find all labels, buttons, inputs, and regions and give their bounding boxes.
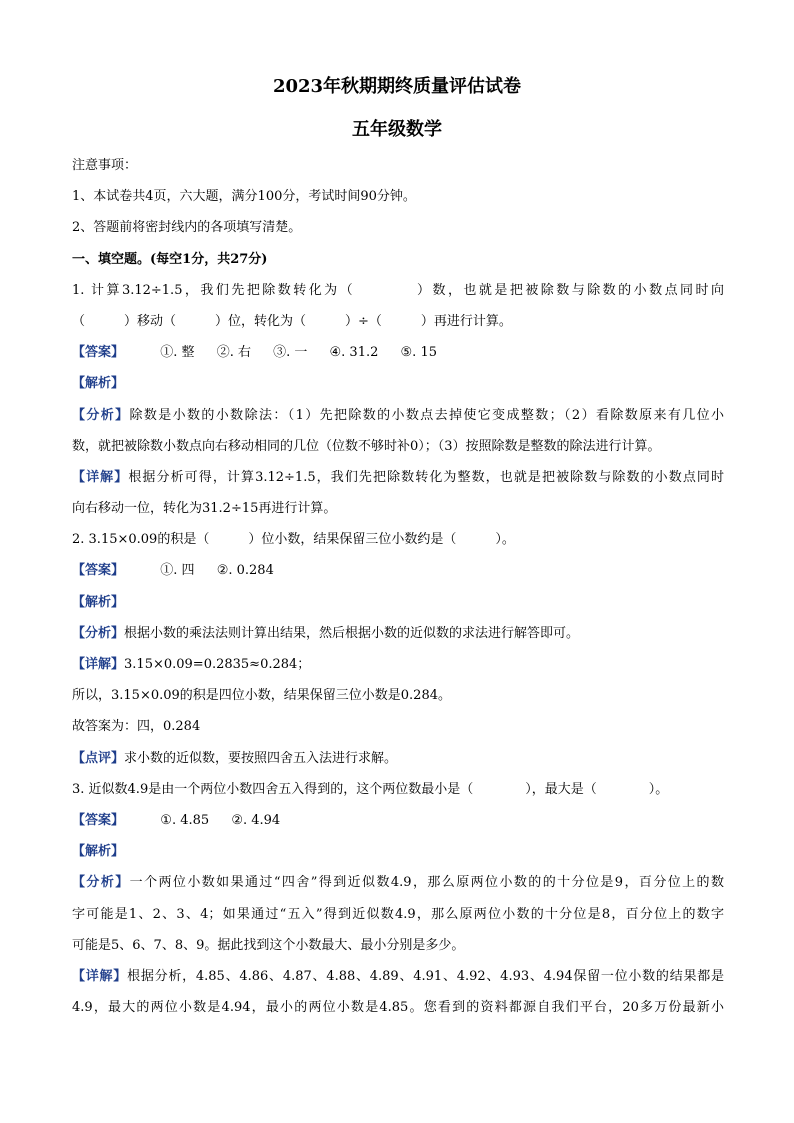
question-2-comment-line: [72, 743, 724, 774]
answer-item: ②. 0.284: [216, 563, 274, 579]
question-3-analysis-tag: [72, 836, 724, 867]
question-1-analysis-tag: [72, 368, 724, 399]
fenxi-text: 根据小数的乘法法则计算出结果，然后根据小数的近似数的求法进行解答即可。: [124, 625, 580, 641]
document-body: [72, 150, 724, 1023]
question-1-line-2: （ ）移动（ ）位，转化为（ ）÷（ ）再进行计算。: [72, 313, 512, 329]
fenxi-tag: 【分析】: [72, 625, 125, 641]
answer-item: ②. 右: [216, 345, 251, 361]
detail-tag: 【详解】: [72, 469, 129, 485]
fenxi-text: 除数是小数的小数除法：（1）先把除数的小数点去掉使它变成整数；（2）看除数原来有几位小: [129, 407, 724, 423]
answer-item: ⑤. 15: [400, 345, 437, 361]
answer-item: ④. 31.2: [329, 345, 379, 361]
analysis-tag: 【解析】: [72, 594, 125, 610]
fenxi-tag: 【分析】: [72, 875, 130, 891]
section-1-heading: 一、填空题。(每空1分，共27分): [72, 251, 268, 267]
question-1-fenxi-line-2: 数，就把被除数小数点向右移动相同的几位（位数不够时补0）；（3）按照除数是整数的除法进行计算。: [72, 438, 661, 454]
comment-tag: 【点评】: [72, 750, 125, 766]
fenxi-text: 一个两位小数如果通过“四舍”得到近似数4.9，那么原两位小数的的十分位是9，百分位上的数: [129, 875, 724, 891]
question-3-line-1: 3. 近似数4.9是由一个两位小数四舍五入得到的，这个两位数最小是（ ），最大是（ ）。: [72, 781, 669, 797]
question-2-answer-row: [72, 555, 724, 586]
notes-item-2: 2、答题前将密封线内的各项填写清楚。: [72, 220, 302, 236]
question-2-detail-line-1: [72, 649, 724, 680]
fenxi-tag: 【分析】: [72, 407, 130, 423]
detail-text: 根据分析，4.85、4.86、4.87、4.88、4.89、4.91、4.92、4.93、4.94保留一位小数的结果都是: [127, 968, 724, 984]
answer-item: ①. 4.85: [160, 812, 210, 828]
answer-item: ②. 4.94: [231, 812, 281, 828]
comment-text: 求小数的近似数，要按照四舍五入法进行求解。: [124, 750, 398, 766]
analysis-tag: 【解析】: [72, 844, 125, 860]
answer-item: ①. 四: [160, 563, 195, 579]
detail-text: 3.15×0.09=0.2835≈0.284；: [124, 657, 311, 672]
exam-title: 2023年秋期期终质量评估试卷: [272, 76, 522, 97]
answer-item: ③. 一: [273, 345, 308, 361]
analysis-tag: 【解析】: [72, 376, 125, 392]
answer-tag: 【答案】: [72, 563, 125, 579]
answer-tag: 【答案】: [72, 812, 125, 828]
question-3-fenxi-line-2: 字可能是1、2、3、4；如果通过“五入”得到近似数4.9，那么原两位小数的十分位是8，百分位上的数字: [72, 906, 724, 922]
detail-text: 根据分析可得，计算3.12÷1.5，我们先把除数转化为整数，也就是把被除数与除数的小数点同时: [128, 469, 724, 485]
question-3-detail-line-2: 4.9，最大的两位小数是4.94，最小的两位小数是4.85。您看到的资料都源自我们平台，20多万份最新小: [72, 1000, 724, 1016]
question-1-answer-row: [72, 337, 724, 368]
question-2-answer-line: 故答案为：四，0.284: [72, 719, 201, 735]
question-2-fenxi-line-1: [72, 618, 724, 649]
question-1-detail-line-1: [72, 462, 724, 493]
question-2-analysis-tag: [72, 587, 724, 618]
answer-tag: 【答案】: [72, 345, 125, 361]
detail-tag: 【详解】: [72, 657, 125, 672]
question-3-fenxi-line-3: 可能是5、6、7、8、9。据此找到这个小数最大、最小分别是多少。: [72, 937, 465, 953]
question-1-fenxi-line-1: [72, 400, 724, 431]
question-3-detail-line-1: [72, 961, 724, 992]
question-3-answer-row: [72, 805, 724, 836]
notes-item-1: 1、本试卷共4页，六大题，满分100分，考试时间90分钟。: [72, 189, 416, 205]
exam-subtitle: 五年级数学: [352, 119, 442, 140]
detail-tag: 【详解】: [72, 968, 128, 984]
notes-heading: 注意事项：: [72, 158, 138, 173]
question-1-line-1: 1. 计算3.12÷1.5，我们先把除数转化为（ ）数，也就是把被除数与除数的小数点同时向: [72, 282, 724, 298]
question-2-line-1: 2. 3.15×0.09的积是（ ）位小数，结果保留三位小数约是（ ）。: [72, 532, 515, 548]
question-1-detail-line-2: 向右移动一位，转化为31.2÷15再进行计算。: [72, 501, 337, 517]
answer-item: ①. 整: [160, 345, 195, 361]
question-2-so-line: 所以，3.15×0.09的积是四位小数，结果保留三位小数是0.284。: [72, 688, 451, 704]
question-3-fenxi-line-1: [72, 867, 724, 898]
